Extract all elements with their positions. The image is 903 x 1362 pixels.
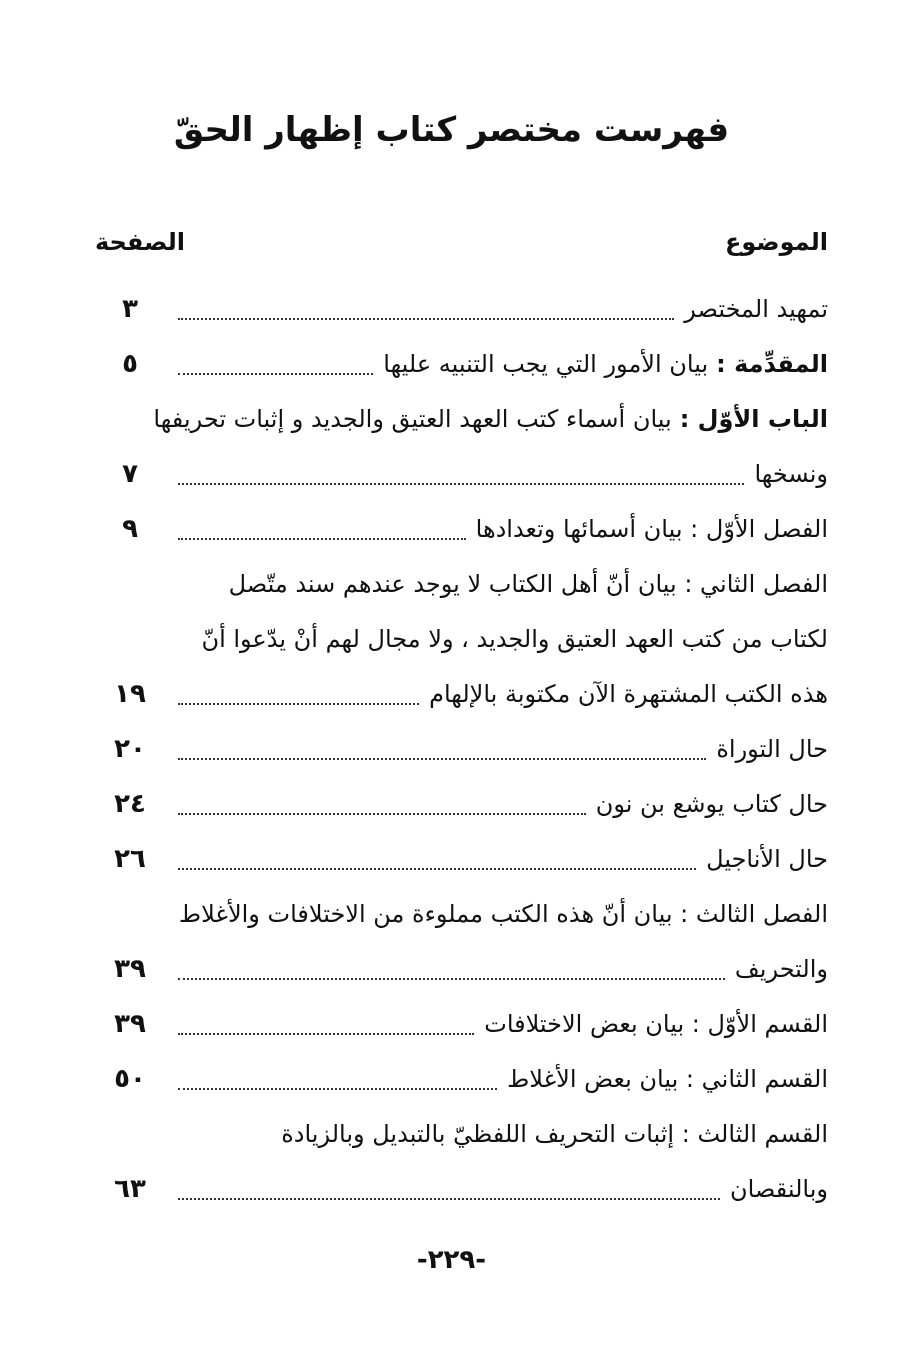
toc-entry-text-area: [95, 557, 828, 612]
table-of-contents: [95, 282, 828, 1217]
toc-entry-page-number: ١٩: [114, 679, 146, 709]
toc-entry-text-area: [178, 667, 828, 722]
toc-entry-title: القسم الثالث : إثبات التحريف اللفظيّ بالتبديل وبالزيادة: [281, 1120, 828, 1148]
toc-entry: [95, 612, 828, 667]
toc-entry: [95, 282, 828, 337]
toc-entry-text-area: [95, 392, 828, 447]
toc-entry: [95, 557, 828, 612]
toc-entry-title: بيان أسماء كتب العهد العتيق والجديد و إثبات تحريفها: [153, 405, 672, 433]
toc-entry-text-area: [95, 1107, 828, 1162]
toc-entry-title: هذه الكتب المشتهرة الآن مكتوبة بالإلهام: [429, 680, 828, 708]
dot-leader: [178, 758, 706, 760]
dot-leader: [178, 868, 696, 870]
toc-entry-title: حال التوراة: [716, 735, 828, 763]
dot-leader: [178, 373, 373, 375]
toc-entry-text-area: [178, 1052, 828, 1107]
dot-leader: [178, 813, 586, 815]
toc-entry: [95, 997, 828, 1052]
toc-entry: [95, 722, 828, 777]
toc-entry-page-number: ٥٠: [114, 1064, 146, 1094]
toc-entry-title: الفصل الثالث : بيان أنّ هذه الكتب مملوءة من الاختلافات والأغلاط: [178, 900, 828, 928]
toc-entry-label: الباب الأوّل :: [679, 405, 828, 433]
toc-entry: [95, 667, 828, 722]
dot-leader: [178, 538, 466, 540]
toc-entry-page-number: ٢٤: [114, 789, 146, 819]
toc-entry-text-area: [178, 722, 828, 777]
dot-leader: [178, 318, 674, 320]
toc-entry-title: لكتاب من كتب العهد العتيق والجديد ، ولا مجال لهم أنْ يدّعوا أنّ: [201, 625, 828, 653]
toc-header: [95, 228, 828, 268]
toc-entry-page-number: ٢٦: [114, 844, 146, 874]
toc-entry-title: وبالنقصان: [729, 1175, 828, 1203]
toc-entry: [95, 1162, 828, 1217]
toc-entry: [95, 832, 828, 887]
toc-entry-text-area: [178, 832, 828, 887]
toc-entry: [95, 392, 828, 447]
toc-entry-page-number: ٣٩: [114, 954, 146, 984]
toc-entry-page-number: ٣: [122, 294, 138, 324]
dot-leader: [178, 978, 725, 980]
toc-entry-text-area: [178, 502, 828, 557]
toc-entry-page-number: ٢٠: [114, 734, 146, 764]
toc-entry: [95, 447, 828, 502]
toc-entry-title: القسم الأوّل : بيان بعض الاختلافات: [484, 1010, 828, 1038]
toc-entry-text-area: [178, 447, 828, 502]
toc-entry-page-number: ٥: [122, 349, 138, 379]
toc-entry: [95, 887, 828, 942]
toc-entry: [95, 337, 828, 392]
toc-entry-text-area: [178, 997, 828, 1052]
page-number: -٢٢٩-: [416, 1245, 487, 1275]
toc-entry: [95, 502, 828, 557]
toc-entry-text-area: [178, 1162, 828, 1217]
toc-entry-title: تمهيد المختصر: [684, 295, 828, 323]
toc-entry-text-area: [95, 612, 828, 667]
dot-leader: [178, 1198, 720, 1200]
toc-entry-title: حال كتاب يوشع بن نون: [595, 790, 828, 818]
toc-entry-title: القسم الثاني : بيان بعض الأغلاط: [507, 1065, 828, 1093]
toc-entry-title: بيان الأمور التي يجب التنبيه عليها: [383, 350, 709, 378]
toc-entry: [95, 1052, 828, 1107]
toc-entry-text-area: [95, 887, 828, 942]
toc-entry: [95, 777, 828, 832]
toc-entry: [95, 942, 828, 997]
toc-entry-page-number: ٣٩: [114, 1009, 146, 1039]
toc-entry-page-number: ٧: [122, 459, 138, 489]
toc-entry: [95, 1107, 828, 1162]
toc-entry-page-number: ٦٣: [114, 1174, 146, 1204]
toc-entry-text-area: [178, 942, 828, 997]
toc-entry-label: المقدِّمة :: [716, 350, 828, 378]
toc-entry-text-area: [178, 282, 828, 337]
page-column-label: الصفحة: [95, 228, 186, 256]
dot-leader: [178, 703, 419, 705]
dot-leader: [178, 1088, 497, 1090]
toc-entry-title: حال الأناجيل: [706, 845, 828, 873]
toc-entry-page-number: ٩: [122, 514, 138, 544]
toc-entry-title: ونسخها: [754, 460, 828, 488]
toc-entry-text-area: [178, 337, 828, 392]
toc-entry-title: الفصل الثاني : بيان أنّ أهل الكتاب لا يوجد عندهم سند متّصل: [228, 570, 828, 598]
dot-leader: [178, 1033, 474, 1035]
toc-entry-title: والتحريف: [734, 955, 828, 983]
toc-entry-title: الفصل الأوّل : بيان أسمائها وتعدادها: [475, 515, 828, 543]
page-title: فهرست مختصر كتاب إظهار الحقّ: [173, 110, 730, 150]
dot-leader: [178, 483, 744, 485]
toc-entry-text-area: [178, 777, 828, 832]
topic-column-label: الموضوع: [724, 228, 828, 256]
